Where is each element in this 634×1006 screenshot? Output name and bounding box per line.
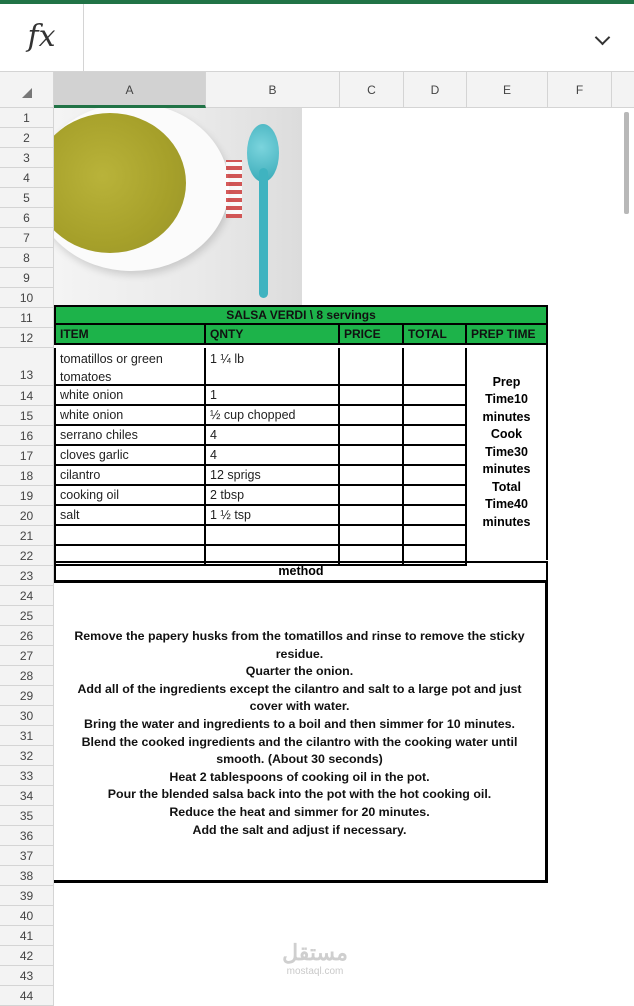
- row-header-16[interactable]: 16: [0, 426, 54, 446]
- method-step: Quarter the onion.: [245, 664, 354, 679]
- row-header-23[interactable]: 23: [0, 566, 54, 586]
- row-header-3[interactable]: 3: [0, 148, 54, 168]
- row-header-34[interactable]: 34: [0, 786, 54, 806]
- item-cell[interactable]: white onion: [54, 386, 206, 406]
- column-header-c[interactable]: C: [340, 72, 404, 108]
- row-header-4[interactable]: 4: [0, 168, 54, 188]
- prep-time-line: minutes: [482, 409, 531, 424]
- method-step: Add all of the ingredients except the cilantro and salt to a large pot and just cover with water.: [77, 681, 522, 714]
- row-header-29[interactable]: 29: [0, 686, 54, 706]
- qnty-cell[interactable]: ½ cup chopped: [206, 406, 340, 426]
- prep-time-line: Cook: [490, 427, 523, 442]
- row-header-32[interactable]: 32: [0, 746, 54, 766]
- row-header-35[interactable]: 35: [0, 806, 54, 826]
- prep-time-line: Time40: [485, 497, 528, 512]
- row-header-1[interactable]: 1: [0, 108, 54, 128]
- row-header-11[interactable]: 11: [0, 308, 54, 328]
- row-header-25[interactable]: 25: [0, 606, 54, 626]
- qnty-cell[interactable]: 2 tbsp: [206, 486, 340, 506]
- soup: [54, 113, 186, 253]
- row-header-18[interactable]: 18: [0, 466, 54, 486]
- prep-time-cell[interactable]: [467, 345, 548, 560]
- spoon-handle: [259, 168, 268, 298]
- formula-input[interactable]: [85, 4, 634, 72]
- total-cell[interactable]: [404, 406, 467, 426]
- row-header-43[interactable]: 43: [0, 966, 54, 986]
- row-header-30[interactable]: 30: [0, 706, 54, 726]
- row-header-44[interactable]: 44: [0, 986, 54, 1006]
- total-cell[interactable]: [404, 386, 467, 406]
- method-step: Pour the blended salsa back into the pot with the hot cooking oil.: [107, 787, 492, 802]
- header-prep-time[interactable]: PREP TIME: [467, 325, 548, 345]
- row-header-28[interactable]: 28: [0, 666, 54, 686]
- column-header-b[interactable]: B: [206, 72, 340, 108]
- item-cell[interactable]: salt: [54, 506, 206, 526]
- vertical-scrollbar[interactable]: [624, 112, 629, 214]
- bowl: [54, 108, 229, 271]
- row-header-41[interactable]: 41: [0, 926, 54, 946]
- method-step: Add the salt and adjust if necessary.: [192, 822, 407, 837]
- prep-time-line: Prep: [492, 374, 521, 389]
- row-header-21[interactable]: 21: [0, 526, 54, 546]
- row-header-2[interactable]: 2: [0, 128, 54, 148]
- prep-time-line: Time10: [485, 392, 528, 407]
- row-header-40[interactable]: 40: [0, 906, 54, 926]
- item-cell[interactable]: cilantro: [54, 466, 206, 486]
- header-qnty[interactable]: QNTY: [206, 325, 340, 345]
- qnty-cell[interactable]: 1 ½ tsp: [206, 506, 340, 526]
- price-cell[interactable]: [340, 348, 404, 386]
- row-header-26[interactable]: 26: [0, 626, 54, 646]
- item-cell[interactable]: tomatillos or green tomatoes: [54, 348, 206, 386]
- row-header-15[interactable]: 15: [0, 406, 54, 426]
- row-header-24[interactable]: 24: [0, 586, 54, 606]
- qnty-cell[interactable]: 1: [206, 386, 340, 406]
- price-cell[interactable]: [340, 426, 404, 446]
- prep-time-line: Total: [492, 479, 521, 494]
- salsa-verde-photo[interactable]: [54, 108, 302, 305]
- total-cell[interactable]: [404, 526, 467, 546]
- method-step: Blend the cooked ingredients and the cilantro with the cooking water until smooth. (About 30 seconds): [81, 734, 518, 767]
- total-cell[interactable]: [404, 348, 467, 386]
- qnty-cell[interactable]: 4: [206, 426, 340, 446]
- item-cell[interactable]: white onion: [54, 406, 206, 426]
- column-header-a[interactable]: A: [54, 72, 206, 108]
- column-header-d[interactable]: D: [404, 72, 467, 108]
- method-header[interactable]: method: [54, 561, 548, 583]
- row-header-36[interactable]: 36: [0, 826, 54, 846]
- header-price[interactable]: PRICE: [340, 325, 404, 345]
- row-header-39[interactable]: 39: [0, 886, 54, 906]
- total-cell[interactable]: [404, 466, 467, 486]
- method-step: Reduce the heat and simmer for 20 minutes.: [169, 804, 430, 819]
- prep-time-line: minutes: [482, 514, 531, 529]
- item-cell[interactable]: [54, 526, 206, 546]
- price-cell[interactable]: [340, 526, 404, 546]
- column-headers: [0, 72, 634, 108]
- qnty-cell[interactable]: 12 sprigs: [206, 466, 340, 486]
- select-all-button[interactable]: [0, 72, 54, 108]
- column-header-f[interactable]: F: [548, 72, 612, 108]
- row-header-22[interactable]: 22: [0, 546, 54, 566]
- select-all-icon: [22, 88, 32, 98]
- item-cell[interactable]: cooking oil: [54, 486, 206, 506]
- row-header-27[interactable]: 27: [0, 646, 54, 666]
- mostaql-watermark: مستقل mostaql.com: [282, 940, 348, 977]
- price-cell[interactable]: [340, 386, 404, 406]
- column-header-e[interactable]: E: [467, 72, 548, 108]
- row-header-20[interactable]: 20: [0, 506, 54, 526]
- qnty-cell[interactable]: 1 ¼ lb: [206, 348, 340, 386]
- row-header-33[interactable]: 33: [0, 766, 54, 786]
- row-header-12[interactable]: 12: [0, 328, 54, 348]
- row-header-19[interactable]: 19: [0, 486, 54, 506]
- header-total[interactable]: TOTAL: [404, 325, 467, 345]
- prep-time-line: Time30: [485, 444, 528, 459]
- row-header-14[interactable]: 14: [0, 386, 54, 406]
- method-step: Heat 2 tablespoons of cooking oil in the pot.: [169, 769, 430, 784]
- row-header-37[interactable]: 37: [0, 846, 54, 866]
- row-header-13[interactable]: 13: [0, 348, 54, 386]
- method-step: Remove the papery husks from the tomatillos and rinse to remove the sticky residue.: [74, 629, 525, 661]
- formula-bar: [0, 4, 634, 72]
- total-cell[interactable]: [404, 426, 467, 446]
- recipe-title[interactable]: SALSA VERDI \ 8 servings: [54, 305, 548, 325]
- cloth: [226, 160, 242, 218]
- prep-time-line: minutes: [482, 462, 531, 477]
- row-header-8[interactable]: 8: [0, 248, 54, 268]
- price-cell[interactable]: [340, 466, 404, 486]
- row-header-9[interactable]: 9: [0, 268, 54, 288]
- price-cell[interactable]: [340, 486, 404, 506]
- row-header-6[interactable]: 6: [0, 208, 54, 228]
- price-cell[interactable]: [340, 406, 404, 426]
- fx-icon[interactable]: fx: [0, 4, 84, 72]
- item-cell[interactable]: serrano chiles: [54, 426, 206, 446]
- total-cell[interactable]: [404, 486, 467, 506]
- qnty-cell[interactable]: 4: [206, 446, 340, 466]
- row-header-17[interactable]: 17: [0, 446, 54, 466]
- total-cell[interactable]: [404, 446, 467, 466]
- method-cell[interactable]: [54, 583, 548, 883]
- row-header-31[interactable]: 31: [0, 726, 54, 746]
- row-header-10[interactable]: 10: [0, 288, 54, 308]
- row-header-5[interactable]: 5: [0, 188, 54, 208]
- row-header-7[interactable]: 7: [0, 228, 54, 248]
- qnty-cell[interactable]: [206, 526, 340, 546]
- method-step: Bring the water and ingredients to a boil and then simmer for 10 minutes.: [84, 716, 515, 731]
- row-header-42[interactable]: 42: [0, 946, 54, 966]
- item-cell[interactable]: cloves garlic: [54, 446, 206, 466]
- price-cell[interactable]: [340, 446, 404, 466]
- row-header-38[interactable]: 38: [0, 866, 54, 886]
- total-cell[interactable]: [404, 506, 467, 526]
- price-cell[interactable]: [340, 506, 404, 526]
- header-item[interactable]: ITEM: [54, 325, 206, 345]
